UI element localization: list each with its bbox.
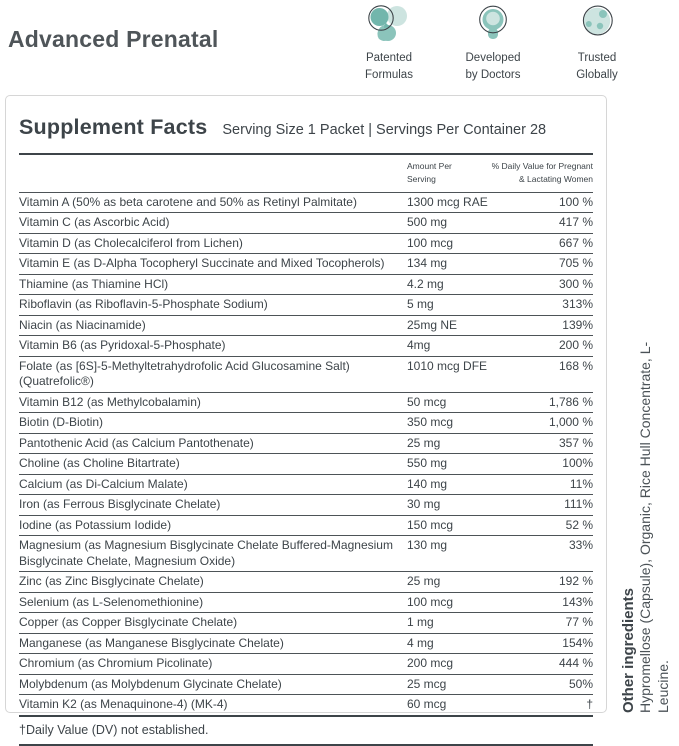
nutrient-dv: 33% (568, 538, 593, 552)
nutrient-dv: 139% (562, 317, 593, 332)
nutrient-dv: † (586, 697, 593, 711)
badge-trusted-globally (553, 4, 641, 83)
table-row (19, 393, 593, 414)
nutrient-dv: 111% (564, 497, 593, 511)
nutrient-dv: 444 % (558, 656, 593, 670)
nutrient-dv: 1,786 % (548, 394, 593, 409)
nutrient-amount: 100 mcg (407, 594, 454, 609)
table-row (19, 495, 593, 516)
table-row (19, 275, 593, 296)
nutrient-dv: 77 % (565, 615, 593, 629)
nutrient-name: Biotin (D-Biotin) (19, 415, 104, 429)
supplement-facts-title: Supplement Facts (19, 115, 208, 139)
amount-column-header: Amount Per Serving (407, 161, 452, 184)
table-row (19, 234, 593, 255)
nutrient-dv: 50% (568, 676, 593, 691)
nutrient-name: Vitamin E (as D-Alpha Tocopheryl Succinate and Mixed Tocopherols) (19, 256, 385, 270)
nutrient-amount: 134 mg (407, 256, 448, 270)
table-row (19, 675, 593, 696)
table-row (19, 593, 593, 614)
nutrient-dv: 143% (562, 594, 593, 609)
nutrient-name: Copper (as Copper Bisglycinate Chelate) (19, 615, 238, 629)
table-row (19, 213, 593, 234)
nutrient-name: Vitamin C (as Ascorbic Acid) (19, 215, 170, 229)
nutrient-amount: 1 mg (407, 615, 434, 629)
nutrient-name: Iron (as Ferrous Bisglycinate Chelate) (19, 497, 221, 511)
nutrient-name: Vitamin A (50% as beta carotene and 50% as Retinyl Palmitate) (19, 194, 357, 209)
nutrient-dv: 313% (562, 297, 593, 311)
nutrient-dv: 705 % (558, 256, 593, 270)
nutrient-dv: 154% (562, 635, 593, 650)
nutrient-amount: 150 mcg (407, 517, 454, 532)
table-row (19, 336, 593, 357)
nutrient-amount: 1010 mcg DFE (407, 358, 488, 373)
nutrient-name: Selenium (as L-Selenomethionine) (19, 594, 204, 609)
nutrient-name: Thiamine (as Thiamine HCl) (19, 276, 169, 291)
nutrient-name: Vitamin K2 (as Menaquinone-4) (MK-4) (19, 697, 228, 711)
nutrient-amount: 25 mg (407, 435, 441, 450)
nutrient-amount: 500 mg (407, 215, 448, 229)
nutrient-dv: 300 % (558, 276, 593, 291)
badge-group (345, 4, 641, 83)
nutrient-amount: 25mg NE (407, 317, 458, 332)
nutrient-dv: 168 % (558, 358, 593, 373)
nutrient-dv: 11% (569, 476, 593, 491)
table-row (19, 316, 593, 337)
nutrient-dv: 52 % (565, 517, 593, 532)
serving-info: Serving Size 1 Packet | Servings Per Container 28 (222, 122, 547, 138)
nutrient-name: Manganese (as Manganese Bisglycinate Chelate) (19, 635, 284, 650)
globe-icon (574, 4, 620, 46)
table-row (19, 695, 593, 715)
table-row (19, 634, 593, 655)
nutrient-dv: 1,000 % (548, 415, 593, 429)
nutrient-amount: 5 mg (407, 297, 434, 311)
nutrient-amount: 550 mg (407, 456, 448, 470)
nutrient-name: Chromium (as Chromium Picolinate) (19, 656, 213, 670)
nutrient-amount: 25 mcg (407, 676, 447, 691)
nutrient-amount: 4.2 mg (407, 276, 444, 291)
table-row (19, 613, 593, 634)
nutrient-amount: 25 mg (407, 574, 441, 588)
panel-header (19, 96, 593, 140)
nutrient-dv: 667 % (558, 235, 593, 250)
nutrient-dv: 100% (562, 456, 593, 470)
other-ingredients-text: Hypromellose (Capsule), Organic, Rice Hull Concentrate, L-Leucine. (637, 341, 671, 713)
product-title: Advanced Prenatal (8, 26, 219, 52)
nutrient-amount: 140 mg (407, 476, 448, 491)
table-row (19, 572, 593, 593)
badge-label: Trusted Globally (576, 52, 618, 81)
dv-footnote: †Daily Value (DV) not established. (19, 717, 593, 746)
molecule-icon (366, 4, 412, 46)
nutrient-name: Vitamin B12 (as Methylcobalamin) (19, 394, 201, 409)
table-row (19, 536, 593, 572)
nutrient-amount: 60 mcg (407, 697, 447, 711)
nutrient-name: Magnesium (as Magnesium Bisglycinate Chelate Buffered-Magnesium Bisglycinate Chelate, Magnesium Oxide) (19, 538, 393, 568)
table-row (19, 357, 593, 393)
bulb-icon (470, 4, 516, 46)
nutrient-name: Choline (as Choline Bitartrate) (19, 456, 180, 470)
nutrient-amount: 4 mg (407, 635, 434, 650)
nutrient-dv: 200 % (558, 338, 593, 352)
nutrient-dv: 192 % (558, 574, 593, 588)
nutrient-name: Iodine (as Potassium Iodide) (19, 517, 172, 532)
table-row (19, 434, 593, 455)
table-row (19, 454, 593, 475)
nutrient-amount: 200 mcg (407, 656, 454, 670)
nutrient-name: Calcium (as Di-Calcium Malate) (19, 476, 188, 491)
dv-column-header: % Daily Value for Pregnant & Lactating Women (491, 161, 593, 184)
nutrient-amount: 4mg (407, 338, 431, 352)
nutrient-name: Pantothenic Acid (as Calcium Pantothenate) (19, 435, 254, 450)
nutrient-amount: 130 mg (407, 538, 448, 552)
table-row (19, 193, 593, 214)
nutrient-name: Vitamin D (as Cholecalciferol from Lichen) (19, 235, 243, 250)
nutrient-amount: 350 mcg (407, 415, 454, 429)
table-row (19, 254, 593, 275)
badge-developed-by-doctors (449, 4, 537, 83)
table-row (19, 654, 593, 675)
nutrient-name: Vitamin B6 (as Pyridoxal-5-Phosphate) (19, 338, 226, 352)
facts-table (19, 193, 593, 717)
table-row (19, 295, 593, 316)
other-ingredients-heading: Other ingredients (620, 587, 637, 713)
nutrient-dv: 100 % (558, 194, 593, 209)
nutrient-amount: 100 mcg (407, 235, 454, 250)
table-row (19, 413, 593, 434)
nutrient-name: Niacin (as Niacinamide) (19, 317, 146, 332)
table-row (19, 475, 593, 496)
other-ingredients (620, 293, 676, 713)
nutrient-name: Riboflavin (as Riboflavin-5-Phosphate Sodium) (19, 297, 268, 311)
supplement-facts-panel (5, 95, 607, 737)
nutrient-name: Folate (as [6S]-5-Methyltetrahydrofolic Acid Glucosamine Salt) (Quatrefolic®) (19, 358, 350, 388)
badge-label: Patented Formulas (365, 52, 413, 81)
nutrient-amount: 1300 mcg RAE (407, 194, 488, 209)
nutrient-name: Zinc (as Zinc Bisglycinate Chelate) (19, 574, 204, 588)
badge-label: Developed by Doctors (465, 52, 521, 81)
nutrient-name: Molybdenum (as Molybdenum Glycinate Chelate) (19, 676, 282, 691)
column-headers (19, 155, 593, 193)
table-row (19, 516, 593, 537)
nutrient-amount: 30 mg (407, 497, 441, 511)
nutrient-dv: 357 % (558, 435, 593, 450)
nutrient-dv: 417 % (558, 215, 593, 229)
badge-patented-formulas (345, 4, 433, 83)
nutrient-amount: 50 mcg (407, 394, 447, 409)
